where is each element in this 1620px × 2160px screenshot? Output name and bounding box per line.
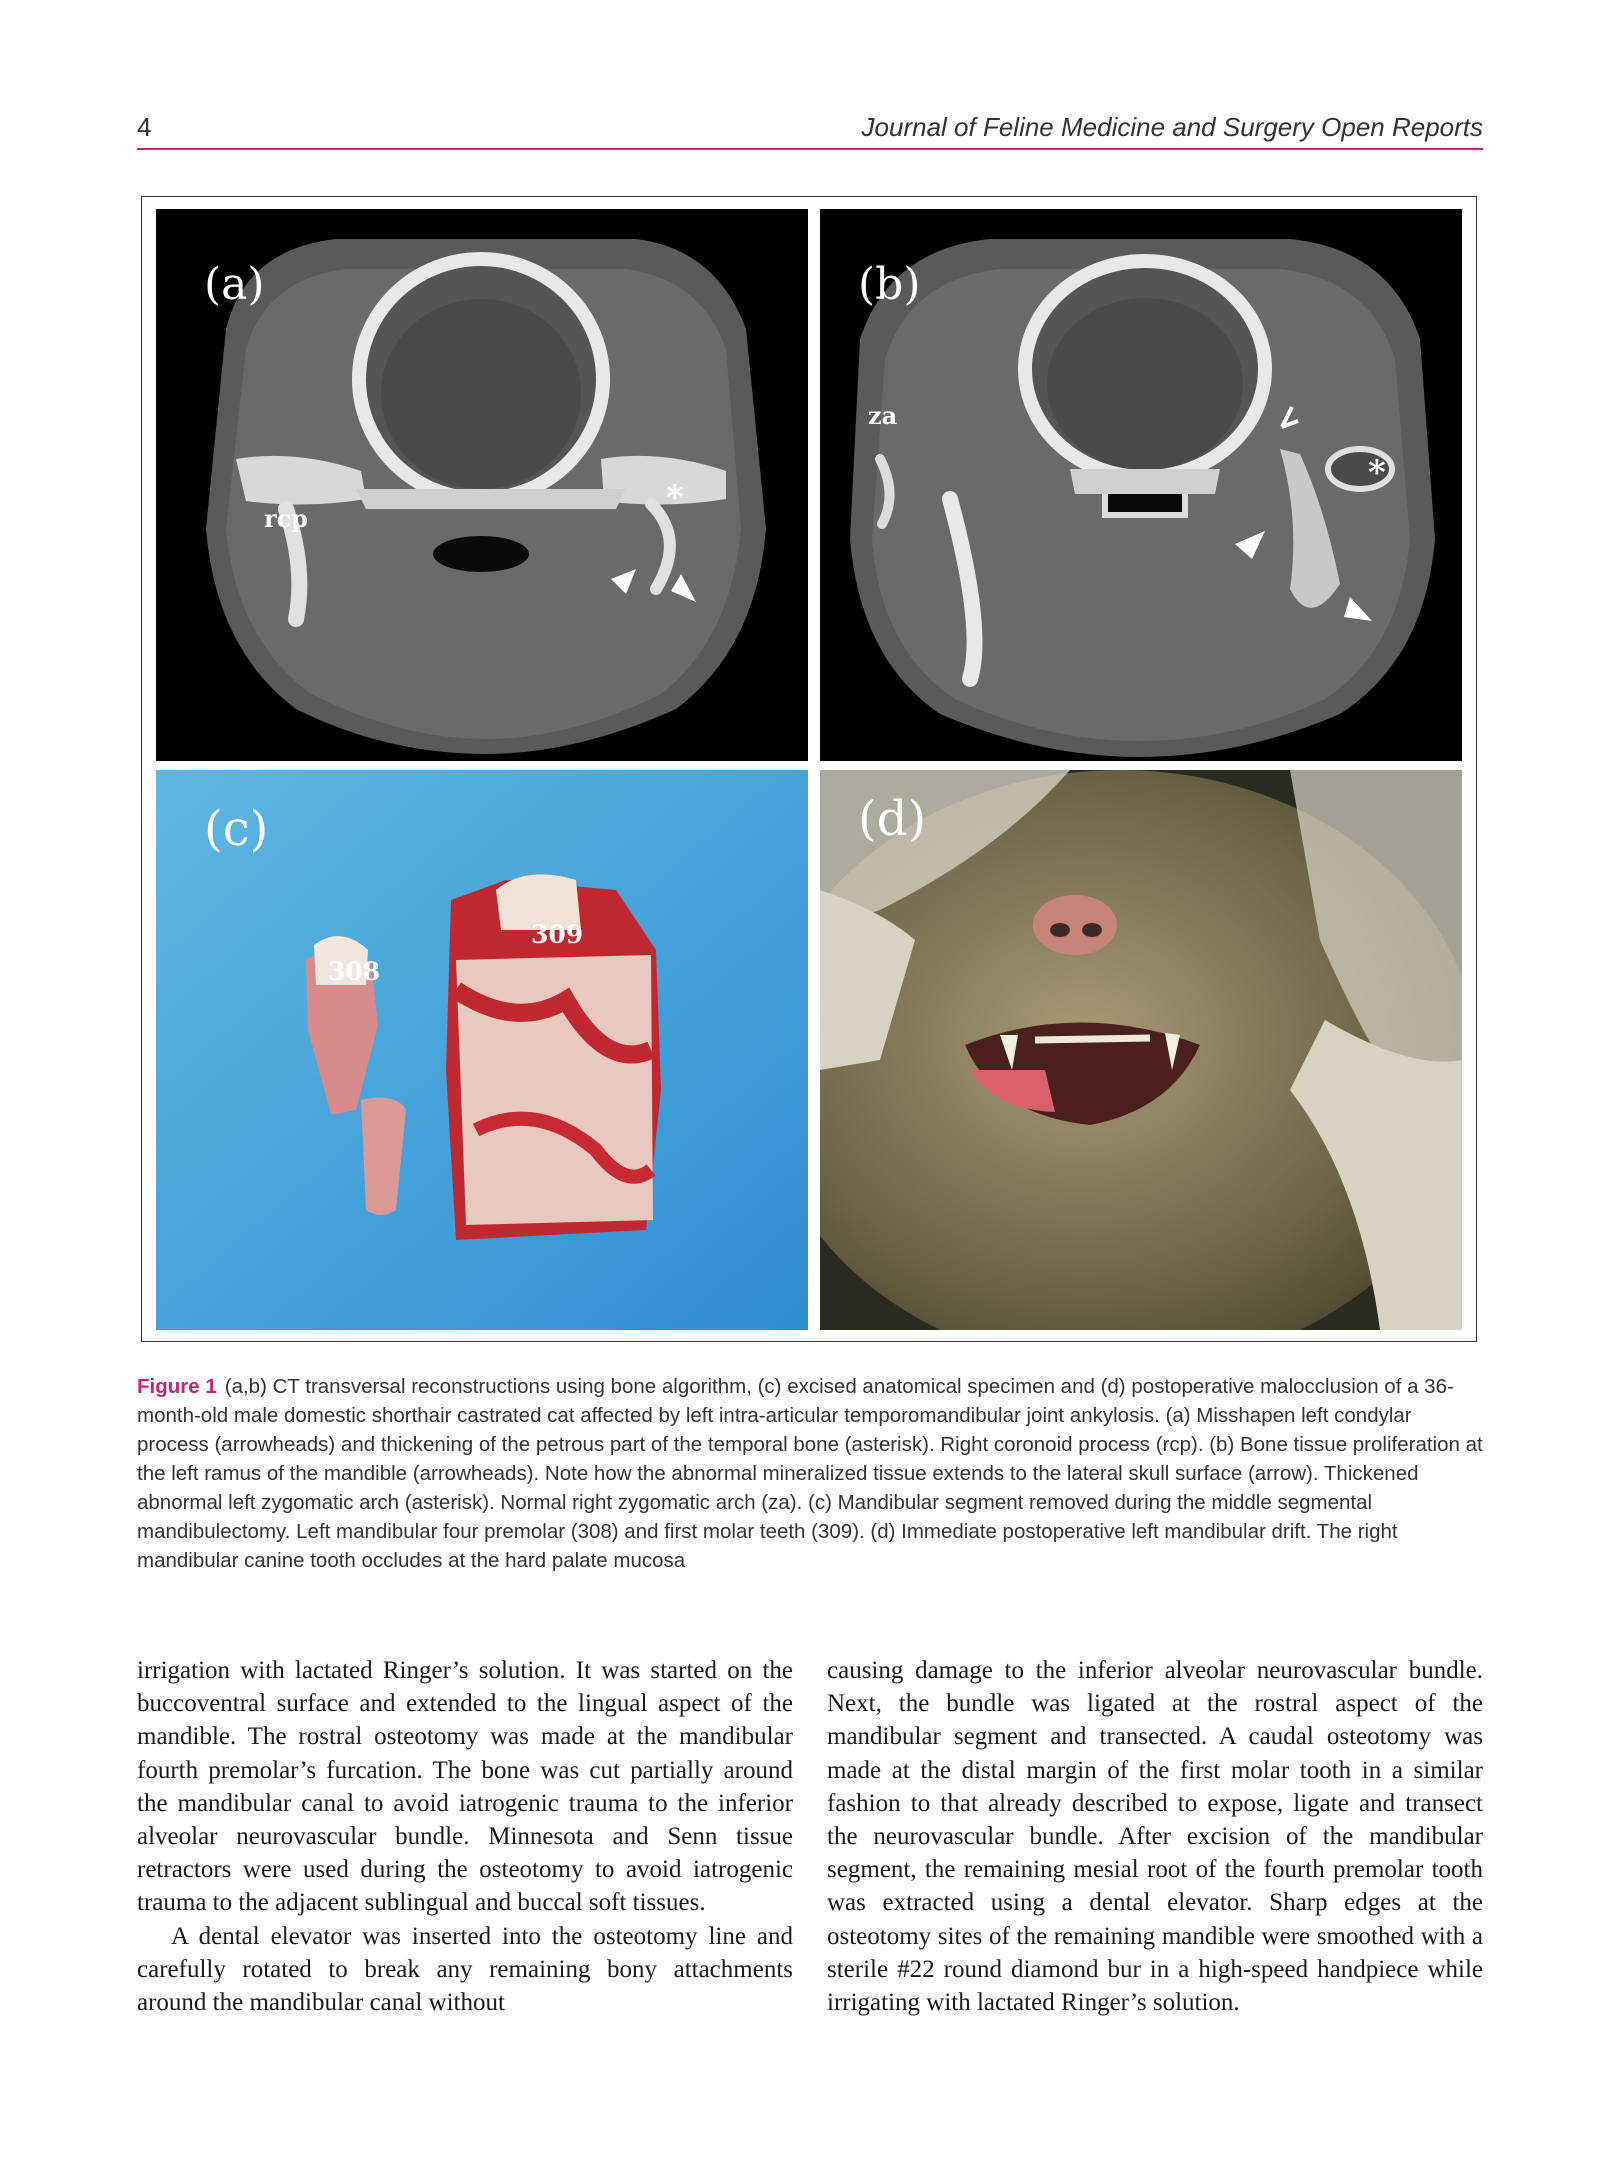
figure-caption [137,1372,1487,1575]
paragraph: A dental elevator was inserted into the osteotomy line and carefully rotated to break any remaining bony attachments around the mandibular canal without [137,1922,793,2017]
za-label: za [868,401,898,430]
body-column-left [137,1654,793,2019]
cat-photo-image [820,770,1462,1330]
panel-d-label: (d) [858,791,927,847]
panel-a-ct-scan [156,209,808,761]
specimen-image [156,770,808,1330]
page-number: 4 [137,112,152,142]
panel-c-specimen [156,770,808,1330]
caption-text: (a,b) CT transversal reconstructions using bone algorithm, (c) excised anatomical specimen and (d) postoperative malocclusion of a 36-month-old male domestic shorthair castrated cat affected by left intra-articular temporomandibular joint ankylosis. (a) Misshapen left condylar process (arrowheads) and thickening of the petrous part of the temporal bone (asterisk). Right coronoid process (rcp). (b) Bone tissue proliferation at the left ramus of the mandible (arrowheads). Note how the abnormal mineralized tissue extends to the lateral skull surface (arrow). Thickened abnormal left zygomatic arch (asterisk). Normal right zygomatic arch (za). (c) Mandibular segment removed during the middle segmental mandibulectomy. Left mandibular four premolar (308) and first molar teeth (309). (d) Immediate postoperative left mandibular drift. The right mandibular canine tooth occludes at the hard palate mucosa [137,1375,1483,1572]
paragraph: causing damage to the inferior alveolar neurovascular bundle. Next, the bundle was ligated at the rostral aspect of the mandibular segment and transected. A caudal osteotomy was made at the distal margin of the first molar tooth in a similar fashion to that already described to expose, ligate and transect the neurovascular bundle. After excision of the mandibular segment, the remaining mesial root of the fourth premolar tooth was extracted using a dental elevator. Sharp edges at the osteotomy sites of the remaining mandible were smoothed with a sterile #22 round diamond bur in a high-speed handpiece while irrigating with lactated Ringer’s solution. [827,1657,1483,2017]
asterisk-a: * [666,478,684,518]
journal-title: Journal of Feline Medicine and Surgery Open Reports [861,112,1483,142]
panel-d-cat-photo [820,770,1462,1330]
panel-c-label: (c) [204,801,269,857]
body-column-right [827,1654,1483,2019]
tooth-309-label: 309 [531,920,584,949]
running-header [137,108,1483,150]
paragraph: irrigation with lactated Ringer’s solution. It was started on the buccoventral surface and extended to the lingual aspect of the mandible. The rostral osteotomy was made at the mandibular fourth premolar’s furcation. The bone was cut partially around the mandibular canal to avoid iatrogenic trauma to the inferior alveolar neurovascular bundle. Minnesota and Senn tissue retractors were used during the osteotomy to avoid iatrogenic trauma to the adjacent sublingual and buccal soft tissues. [137,1657,793,1917]
panel-b-label: (b) [858,259,921,310]
figure-1 [141,196,1477,1342]
panel-b-ct-scan [820,209,1462,761]
caption-label: Figure 1 [137,1375,217,1398]
asterisk-b: * [1368,453,1386,493]
rcp-label: rcp [264,504,309,533]
ct-scan-a-image [156,209,808,761]
ct-scan-b-image [820,209,1462,761]
tooth-308-label: 308 [328,957,381,986]
panel-a-label: (a) [204,259,265,310]
